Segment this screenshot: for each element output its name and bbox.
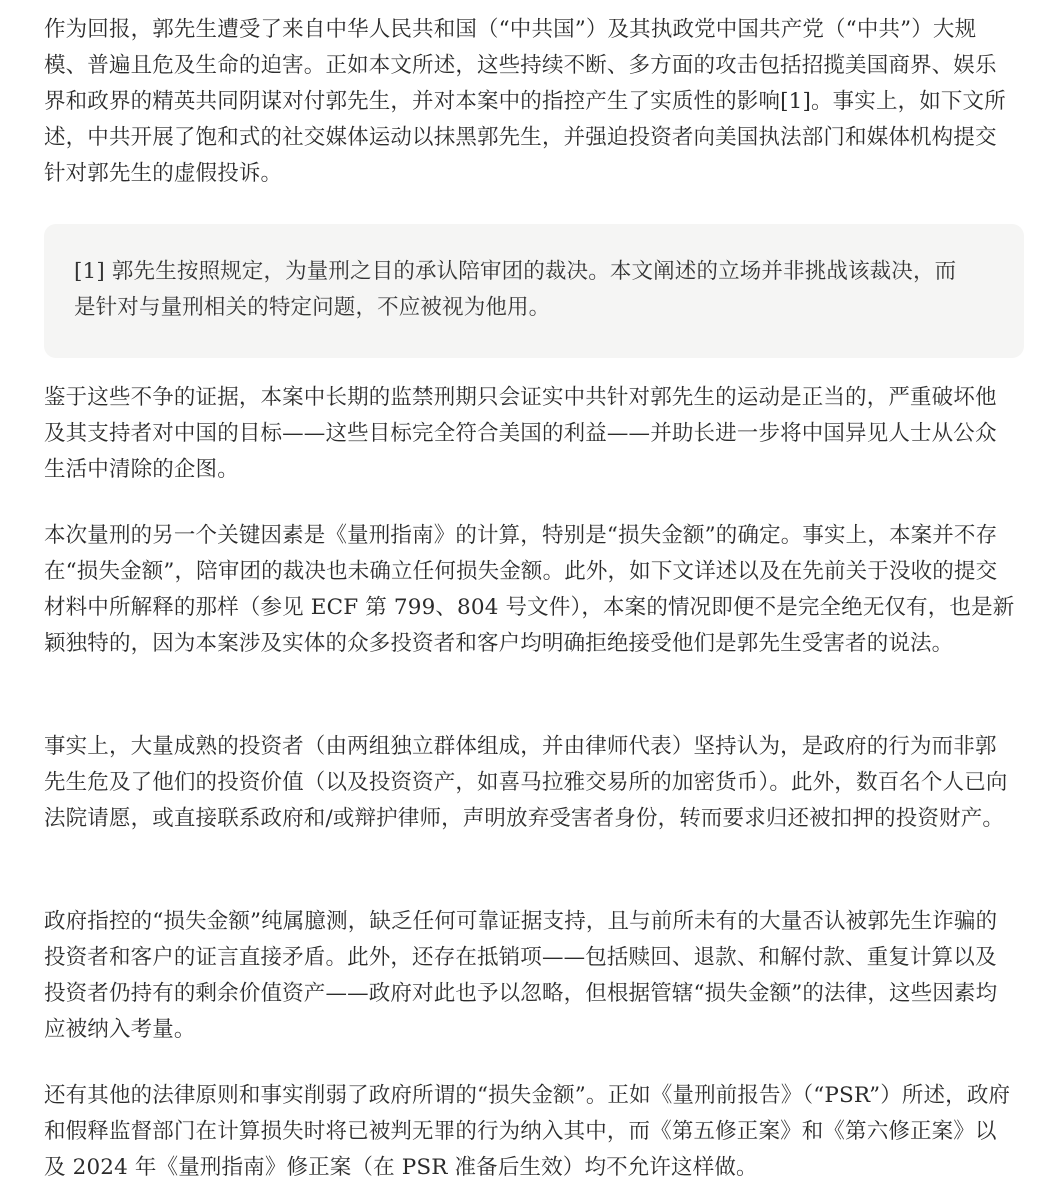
paragraph-legal-principles: 还有其他的法律原则和事实削弱了政府所谓的“损失金额”。正如《量刑前报告》（“PSR”）所述，政府和假释监督部门在计算损失时将已被判无罪的行为纳入其中，而《第五修正案》和《第六修正案》以及 2024 年《量刑指南》修正案（在 PSR 准备后生效）均不允许这样做。 [44, 1083, 1011, 1180]
paragraph-speculative-loss: 政府指控的“损失金额”纯属臆测，缺乏任何可靠证据支持，且与前所未有的大量否认被郭先生诈骗的投资者和客户的证言直接矛盾。此外，还存在抵销项——包括赎回、退款、和解付款、重复计算以及投资者仍持有的剩余价值资产——政府对此也予以忽略，但根据管辖“损失金额”的法律，这些因素均应被纳入考量。 [44, 909, 998, 1042]
paragraph-persecution: 作为回报，郭先生遭受了来自中华人民共和国（“中共国”）及其执政党中国共产党（“中共”）大规模、普遍且危及生命的迫害。正如本文所述，这些持续不断、多方面的攻击包括招揽美国商界、娱乐界和政界的精英共同阴谋对付郭先生，并对本案中的指控产生了实质性的影响[1]。事实上，如下文所述，中共开展了饱和式的社交媒体运动以抹黑郭先生，并强迫投资者向美国执法部门和媒体机构提交针对郭先生的虚假投诉。 [44, 17, 1006, 186]
paragraph-loss-amount: 本次量刑的另一个关键因素是《量刑指南》的计算，特别是“损失金额”的确定。事实上，本案并不存在“损失金额”，陪审团的裁决也未确立任何损失金额。此外，如下文详述以及在先前关于没收的提交材料中所解释的那样（参见 ECF 第 799、804 号文件），本案的情况即便不是完全绝无仅有，也是新颖独特的，因为本案涉及实体的众多投资者和客户均明确拒绝接受他们是郭先生受害者的说法。 [44, 523, 1015, 656]
footnote-callout [44, 224, 1024, 358]
footnote-text: [1] 郭先生按照规定，为量刑之目的承认陪审团的裁决。本文阐述的立场并非挑战该裁决，而是针对与量刑相关的特定问题，不应被视为他用。 [74, 259, 957, 320]
paragraph-investors: 事实上，大量成熟的投资者（由两组独立群体组成，并由律师代表）坚持认为，是政府的行为而非郭先生危及了他们的投资价值（以及投资资产，如喜马拉雅交易所的加密货币）。此外，数百名个人已向法院请愿，或直接联系政府和/或辩护律师，声明放弃受害者身份，转而要求归还被扣押的投资财产。 [44, 734, 1008, 831]
paragraph-sentence-impact: 鉴于这些不争的证据，本案中长期的监禁刑期只会证实中共针对郭先生的运动是正当的，严重破坏他及其支持者对中国的目标——这些目标完全符合美国的利益——并助长进一步将中国异见人士从公众生活中清除的企图。 [44, 385, 997, 482]
